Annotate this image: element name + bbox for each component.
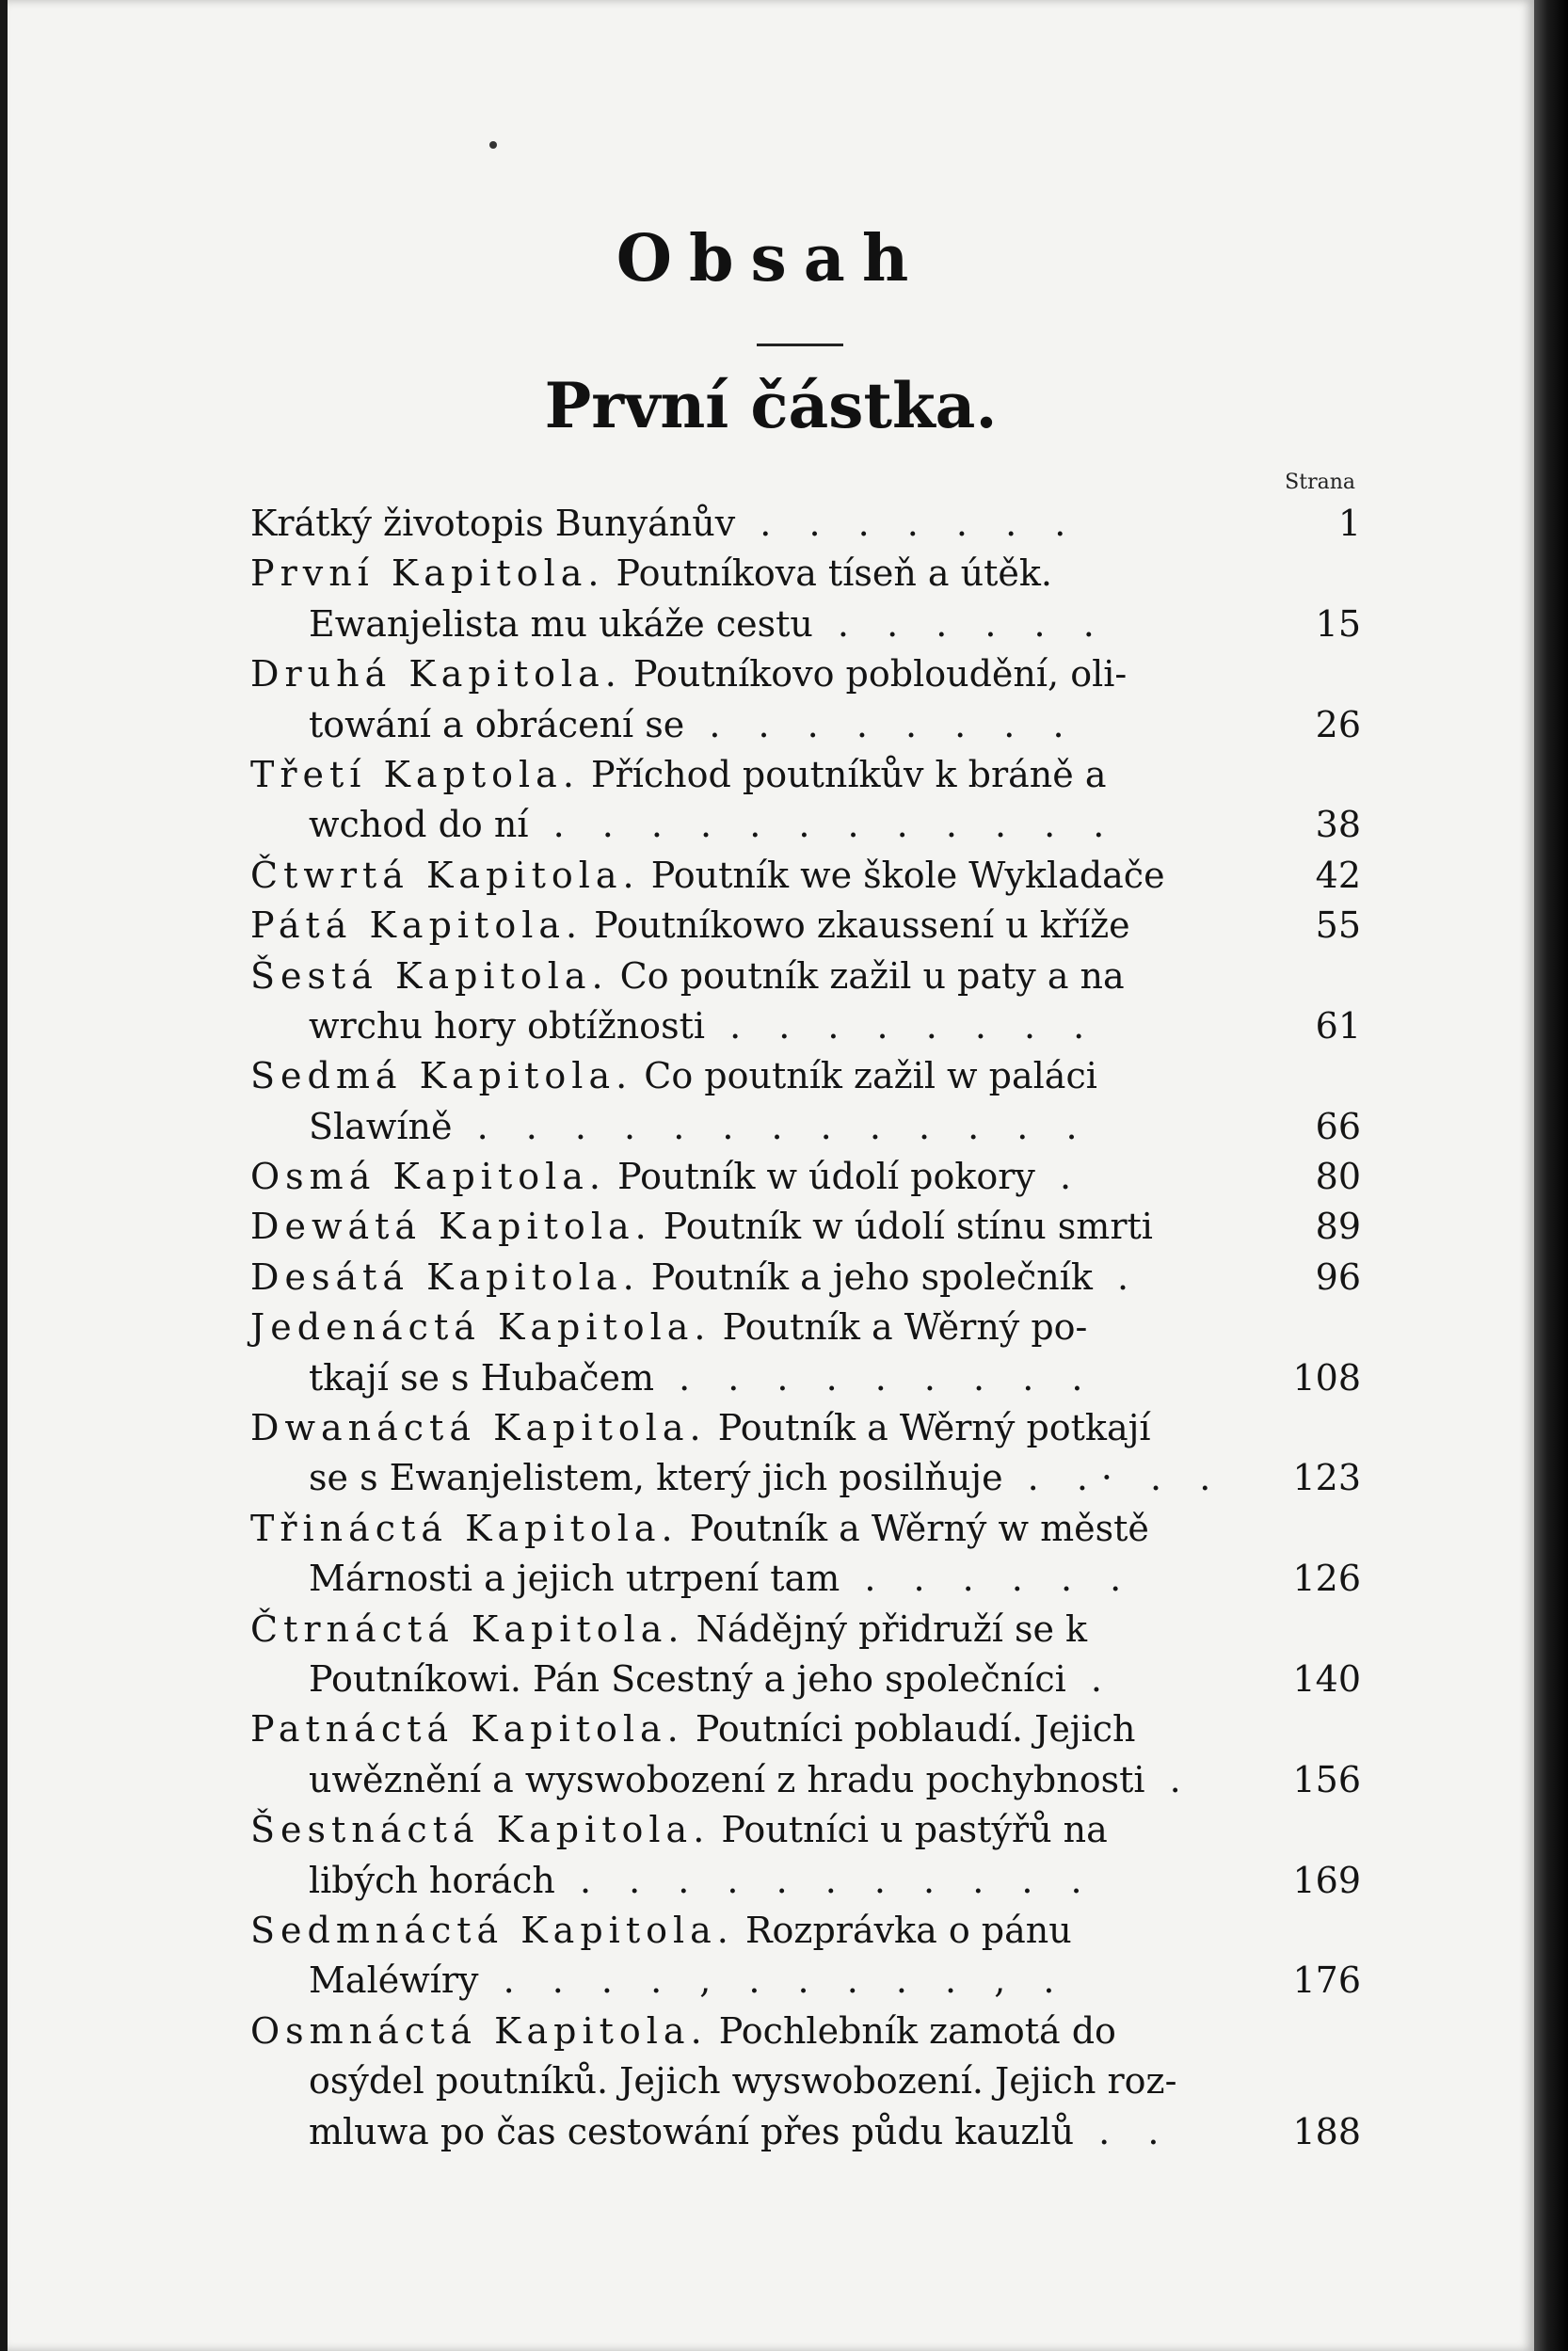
entry-text: tkají se s Hubačem xyxy=(309,1356,655,1399)
page-number: 15 xyxy=(1315,602,1361,645)
toc-entry xyxy=(250,1253,1361,1303)
entry-text: Poutník w údolí stínu smrti xyxy=(651,1206,1153,1248)
entry-text: Co poutník zažil u paty a na xyxy=(608,954,1125,997)
toc-entry xyxy=(250,1403,1361,1453)
entry-text: Poutníkowi. Pán Scestný a jeho společníci xyxy=(309,1657,1066,1700)
page-number: 108 xyxy=(1292,1356,1361,1399)
toc-entry xyxy=(250,1001,1361,1051)
entry-text: osýdel poutníků. Jejich wyswobození. Jejich roz- xyxy=(309,2060,1177,2103)
page-number: 176 xyxy=(1292,1959,1361,2002)
dot-leader: . .· . . xyxy=(1002,1457,1224,1499)
toc-entry xyxy=(250,1303,1361,1352)
page-number: 89 xyxy=(1315,1206,1361,1248)
toc-entry xyxy=(250,1906,1361,1956)
toc-entry xyxy=(250,901,1361,951)
entry-text: uwěznění a wyswobození z hradu pochybnosti xyxy=(309,1758,1145,1800)
entry-text: Poutník a Wěrný po- xyxy=(711,1306,1088,1349)
toc-entry xyxy=(250,1554,1361,1604)
entry-text: Poutníkovo pobloudění, oli- xyxy=(621,653,1128,696)
entry-text: Poutníci u pastýřů na xyxy=(710,1809,1108,1851)
book-page xyxy=(8,0,1534,2351)
toc-entry xyxy=(250,851,1361,901)
page-number: 123 xyxy=(1292,1457,1361,1499)
entry-text: Poutník we škole Wykladače xyxy=(639,854,1165,896)
dot-leader: . . . . . . . . . xyxy=(654,1356,1096,1399)
entry-text: wrchu hory obtížnosti xyxy=(309,1004,705,1047)
entry-text: se s Ewanjelistem, který jich posilňuje xyxy=(309,1457,1003,1499)
dot-leader: . . . . . . . . . . . . . xyxy=(452,1105,1091,1147)
entry-text: Poutníci poblaudí. Jejich xyxy=(683,1708,1136,1751)
toc-entry xyxy=(250,2107,1361,2157)
entry-text: Poutník a Wěrný w městě xyxy=(678,1507,1149,1549)
entry-text: Slawíně xyxy=(309,1105,453,1147)
page-number: 38 xyxy=(1315,804,1361,846)
dot-leader: . . . . . . xyxy=(812,602,1108,645)
entry-text: Poutníkowo zkaussení u kříže xyxy=(583,904,1130,947)
dot-leader: . xyxy=(1144,1758,1194,1800)
chapter-label: Třináctá Kapitola. xyxy=(250,1507,679,1549)
chapter-label: Čtrnáctá Kapitola. xyxy=(250,1607,685,1650)
toc-entry xyxy=(250,549,1361,599)
chapter-label: Patnáctá Kapitola. xyxy=(250,1708,684,1751)
chapter-label: První Kapitola. xyxy=(250,552,605,595)
toc-entry xyxy=(250,649,1361,699)
toc-entry xyxy=(250,1655,1361,1704)
chapter-label: Čtwrtá Kapitola. xyxy=(250,854,640,896)
entry-text: Nádějný přidruží se k xyxy=(684,1607,1088,1650)
toc-entry xyxy=(250,1453,1361,1503)
page-column-label: Strana xyxy=(1285,471,1355,494)
toc-entry xyxy=(250,1856,1361,1906)
toc-entry xyxy=(250,2056,1361,2106)
page-number: 80 xyxy=(1315,1156,1361,1198)
toc-entry xyxy=(250,800,1361,850)
chapter-label: Dewátá Kapitola. xyxy=(250,1206,652,1248)
toc-entry xyxy=(250,1704,1361,1754)
dot-leader: . . . . . . . . xyxy=(705,1004,1098,1047)
page-number: 96 xyxy=(1315,1255,1361,1298)
chapter-label: Pátá Kapitola. xyxy=(250,904,584,947)
toc-entry xyxy=(250,1202,1361,1252)
toc-entry xyxy=(250,499,1361,549)
chapter-label: Dwanáctá Kapitola. xyxy=(250,1407,707,1449)
dot-leader: . . . . . . . xyxy=(735,503,1080,544)
page-number: 55 xyxy=(1315,904,1361,947)
toc-entry xyxy=(250,750,1361,800)
entry-text: mluwa po čas cestowání přes půdu kauzlů xyxy=(309,2110,1075,2152)
entry-text: towání a obrácení se xyxy=(309,703,685,745)
entry-text: Poutníkova tíseň a útěk. xyxy=(604,552,1052,595)
toc-entry xyxy=(250,1152,1361,1202)
page-number: 61 xyxy=(1315,1004,1361,1047)
chapter-label: Šestá Kapitola. xyxy=(250,954,609,997)
toc-entry xyxy=(250,1605,1361,1655)
table-of-contents xyxy=(250,499,1361,2157)
toc-entry xyxy=(250,1755,1361,1805)
toc-entry xyxy=(250,600,1361,649)
section-title: První částka. xyxy=(544,369,998,442)
page-number: 140 xyxy=(1292,1657,1361,1700)
entry-text: Krátký životopis Bunyánův xyxy=(250,503,736,544)
entry-text: wchod do ní xyxy=(309,804,529,846)
entry-text: libých horách xyxy=(309,1859,555,1901)
toc-entry xyxy=(250,1956,1361,2006)
dot-leader: . . . . . . xyxy=(840,1558,1135,1600)
page-number: 1 xyxy=(1337,503,1361,544)
toc-entry xyxy=(250,1504,1361,1554)
chapter-label: Třetí Kaptola. xyxy=(250,753,580,795)
entry-text: Poutník a jeho společník xyxy=(639,1255,1093,1298)
chapter-label: Desátá Kapitola. xyxy=(250,1255,640,1298)
dot-leader: . xyxy=(1092,1255,1143,1298)
ink-dot xyxy=(489,141,497,149)
chapter-label: Osmá Kapitola. xyxy=(250,1156,606,1198)
chapter-label: Druhá Kapitola. xyxy=(250,653,622,696)
page-number: 26 xyxy=(1315,703,1361,745)
entry-text: Rozprávka o pánu xyxy=(733,1909,1072,1951)
chapter-label: Sedmnáctá Kapitola. xyxy=(250,1909,734,1951)
toc-entry xyxy=(250,1051,1361,1101)
entry-text: Márnosti a jejich utrpení tam xyxy=(309,1558,840,1600)
entry-text: Maléwíry xyxy=(309,1959,479,2002)
chapter-label: Sedmá Kapitola. xyxy=(250,1055,633,1097)
entry-text: Ewanjelista mu ukáže cestu xyxy=(309,602,813,645)
dot-leader: . . . . , . . . . . , . xyxy=(478,1959,1068,2002)
entry-text: Poutník w údolí pokory xyxy=(605,1156,1035,1198)
chapter-label: Šestnáctá Kapitola. xyxy=(250,1809,711,1851)
dot-leader: . . xyxy=(1074,2110,1173,2152)
toc-entry xyxy=(250,1353,1361,1403)
toc-entry xyxy=(250,2007,1361,2056)
toc-entry xyxy=(250,700,1361,750)
page-number: 156 xyxy=(1292,1758,1361,1800)
entry-text: Pochlebník zamotá do xyxy=(707,2009,1116,2052)
toc-entry xyxy=(250,952,1361,1001)
chapter-label: Jedenáctá Kapitola. xyxy=(250,1306,712,1349)
page-number: 188 xyxy=(1292,2110,1361,2152)
page-title: Obsah xyxy=(616,221,926,296)
page-number: 66 xyxy=(1315,1105,1361,1147)
toc-entry xyxy=(250,1805,1361,1855)
entry-text: Poutník a Wěrný potkají xyxy=(706,1407,1151,1449)
page-number: 42 xyxy=(1315,854,1361,896)
dot-leader: . . . . . . . . . . . . xyxy=(528,804,1118,846)
chapter-label: Osmnáctá Kapitola. xyxy=(250,2009,708,2052)
dot-leader: . xyxy=(1034,1156,1085,1198)
dot-leader: . xyxy=(1065,1657,1115,1700)
page-number: 169 xyxy=(1292,1859,1361,1901)
toc-entry xyxy=(250,1102,1361,1152)
entry-text: Příchod poutníkův k bráně a xyxy=(579,753,1107,795)
page-number: 126 xyxy=(1292,1558,1361,1600)
binding-edge xyxy=(1534,0,1568,2351)
entry-text: Co poutník zažil w paláci xyxy=(632,1055,1097,1097)
dot-leader: . . . . . . . . . . . xyxy=(554,1859,1096,1901)
title-divider xyxy=(757,344,843,346)
dot-leader: . . . . . . . . xyxy=(684,703,1078,745)
